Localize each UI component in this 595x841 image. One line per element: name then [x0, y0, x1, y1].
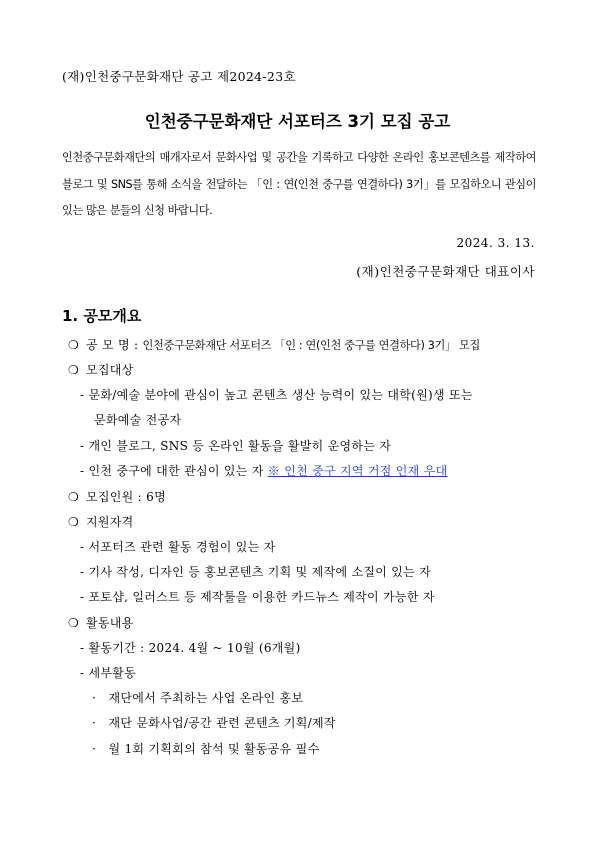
qualification-1: 서포터즈 관련 활동 경험이 있는 자 — [88, 540, 276, 554]
preference-note: ※ 인천 중구 지역 거점 인재 우대 — [267, 464, 448, 478]
name-value: 인천중구문화재단 서포터즈 「인 : 연(인천 중구를 연결하다) 3기」 모집 — [142, 339, 480, 352]
list-item-name — [68, 336, 480, 353]
activity-label: 활동내용 — [86, 616, 134, 630]
dash-icon: - — [80, 388, 85, 402]
dash-icon: - — [80, 565, 85, 579]
dash-icon: - — [80, 464, 85, 478]
notice-date: 2024. 3. 13. — [456, 236, 535, 250]
notice-number: (재)인천중구문화재단 공고 제2024-23호 — [62, 69, 296, 84]
dot-icon: · — [92, 716, 97, 730]
qualification-3: 포토샵, 일러스트 등 제작툴을 이용한 카드뉴스 제작이 가능한 자 — [88, 590, 435, 604]
dot-icon: · — [92, 742, 97, 756]
detail-label: 세부활동 — [88, 666, 137, 680]
list-item-qualification — [68, 513, 134, 530]
qualification-line-2 — [80, 563, 431, 580]
bullet-icon: ❍ — [68, 338, 80, 352]
detail-item-1 — [92, 689, 303, 706]
bullet-icon: ❍ — [68, 515, 80, 529]
target-label: 모집대상 — [86, 363, 134, 377]
count-label: 모집인원 : 6명 — [86, 490, 166, 504]
detail-2: 재단 문화사업/공간 관련 콘텐츠 기획/제작 — [108, 716, 336, 730]
target-line-2 — [80, 437, 391, 454]
qualification-label: 지원자격 — [86, 515, 134, 529]
list-item-activity — [68, 614, 134, 631]
target-1b: 문화예술 전공자 — [94, 413, 182, 427]
dash-icon: - — [80, 439, 85, 453]
detail-item-2 — [92, 714, 336, 731]
activity-period: 활동기간 : 2024. 4월 ~ 10월 (6개월) — [88, 641, 301, 655]
dash-icon: - — [80, 590, 85, 604]
target-3: 인천 중구에 대한 관심이 있는 자 — [88, 464, 268, 478]
list-item-count — [68, 488, 166, 505]
detail-1: 재단에서 주최하는 사업 온라인 홍보 — [108, 691, 304, 705]
issuing-organization: (재)인천중구문화재단 대표이사 — [356, 264, 535, 279]
target-line-1-continued — [94, 411, 181, 428]
bullet-icon: ❍ — [68, 363, 80, 377]
detail-item-3 — [92, 740, 319, 757]
intro-paragraph — [62, 145, 536, 225]
list-item-target — [68, 361, 134, 378]
name-label: 공 모 명 : — [86, 338, 143, 352]
dash-icon: - — [80, 641, 85, 655]
section-heading: 1. 공모개요 — [62, 307, 142, 325]
dash-icon: - — [80, 540, 85, 554]
detail-3: 월 1회 기획회의 참석 및 활동공유 필수 — [108, 742, 320, 756]
bullet-icon: ❍ — [68, 490, 80, 504]
target-2: 개인 블로그, SNS 등 온라인 활동을 활발히 운영하는 자 — [88, 439, 392, 453]
target-line-3 — [80, 462, 447, 479]
dot-icon: · — [92, 691, 97, 705]
qualification-line-3 — [80, 588, 435, 605]
page-title: 인천중구문화재단 서포터즈 3기 모집 공고 — [144, 112, 451, 131]
activity-period-line — [80, 639, 301, 656]
qualification-line-1 — [80, 538, 276, 555]
qualification-2: 기사 작성, 디자인 등 홍보콘텐츠 기획 및 제작에 소질이 있는 자 — [88, 565, 432, 579]
intro-text: 인천중구문화재단의 매개자로서 문화사업 및 공간을 기록하고 다양한 온라인 홍보콘텐츠를 제작하여 블로그 및 SNS를 통해 소식을 전달하는 「인 : 연(인천 중구를 연결하다) 3기」를 모집하오니 관심이 있는 많은 분들의 신청 바랍니다. — [62, 151, 536, 217]
dash-icon: - — [80, 666, 85, 680]
target-1a: 문화/예술 분야에 관심이 높고 콘텐츠 생산 능력이 있는 대학(원)생 또는 — [88, 388, 473, 402]
activity-detail-line — [80, 664, 136, 681]
bullet-icon: ❍ — [68, 616, 80, 630]
target-line-1 — [80, 386, 473, 403]
